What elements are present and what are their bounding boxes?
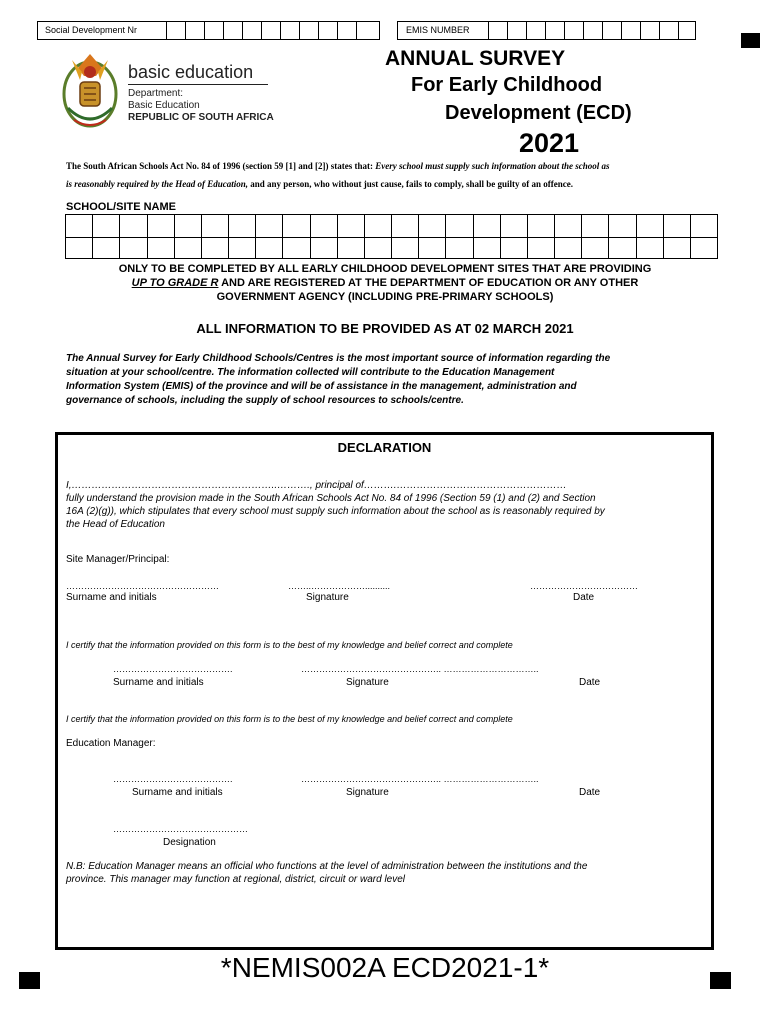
title-development: Development (ECD) xyxy=(445,102,632,124)
designation-label: Designation xyxy=(163,837,216,848)
act-text-a: The South African Schools Act No. 84 of 1996 (section 59 [1] and [2]) states that: xyxy=(66,161,376,171)
social-dev-number-box[interactable] xyxy=(37,21,380,40)
dept-line1: Department: xyxy=(128,88,184,99)
site-manager-signature-line[interactable]: ……..……………….......... xyxy=(288,581,391,591)
brand-underline xyxy=(128,84,268,85)
act-statement-line2 xyxy=(66,179,573,189)
nb-line2: province. This manager may function at regional, district, circuit or ward level xyxy=(66,874,406,885)
edu-manager-signature-date-line[interactable]: ……………………………………….. ………………………….. xyxy=(301,774,539,784)
site-manager-surname-label: Surname and initials xyxy=(66,592,157,603)
title-annual-survey: ANNUAL SURVEY xyxy=(385,47,566,70)
dept-line2: Basic Education xyxy=(128,100,200,111)
declaration-box xyxy=(55,432,714,950)
dept-line3: REPUBLIC OF SOUTH AFRICA xyxy=(128,112,274,123)
edu-manager-date-label: Date xyxy=(579,787,601,798)
edu-manager-signature-label: Signature xyxy=(346,787,389,798)
certify-statement-1: I certify that the information provided on this form is to the best of my knowledge and belief correct and complete xyxy=(66,640,513,650)
social-dev-label: Social Development Nr xyxy=(45,25,138,35)
site-manager-signature-label: Signature xyxy=(306,592,349,603)
emis-number-box[interactable] xyxy=(397,21,696,40)
act-statement-line1 xyxy=(66,161,610,171)
intro-paragraph xyxy=(66,352,610,408)
notice-block xyxy=(55,262,715,304)
brand-basic-education: basic education xyxy=(128,62,254,82)
intro-line1: The Annual Survey for Early Childhood Schools/Centres is the most important source of information regarding the xyxy=(66,353,611,364)
certify1-signature-label: Signature xyxy=(346,677,389,688)
certify1-date-label: Date xyxy=(579,677,601,688)
title-early-childhood: For Early Childhood xyxy=(411,74,603,96)
site-manager-label: Site Manager/Principal: xyxy=(66,554,170,565)
act-line2-b: and any person, who without just cause, fails to comply, shall be guilty of an offence. xyxy=(248,179,574,189)
certify1-surname-label: Surname and initials xyxy=(113,677,204,688)
declaration-text-line2: fully understand the provision made in the South African Schools Act No. 84 of 1996 (Section 59 (1) and (2) and Section xyxy=(66,493,596,504)
as-at-heading: ALL INFORMATION TO BE PROVIDED AS AT 02 MARCH 2021 xyxy=(196,321,574,336)
school-name-grid[interactable] xyxy=(65,214,718,259)
edu-manager-surname-label: Surname and initials xyxy=(132,787,223,798)
edu-manager-surname-line[interactable]: …………………………………. xyxy=(113,774,233,784)
notice-line1: ONLY TO BE COMPLETED BY ALL EARLY CHILDHOOD DEVELOPMENT SITES THAT ARE PROVIDING xyxy=(118,263,652,275)
intro-line2: situation at your school/centre. The information collected will contribute to the Education Management xyxy=(66,367,555,378)
certify-statement-2: I certify that the information provided on this form is to the best of my knowledge and belief correct and complete xyxy=(66,714,513,724)
intro-line3: Information System (EMIS) of the province and will be of assistance in the management, administration and xyxy=(66,381,577,392)
intro-line4: governance of schools, including the supply of school resources to schools/centre. xyxy=(66,395,464,406)
act-line2-a: is reasonably required by the Head of Education, xyxy=(66,179,248,189)
notice-grade-r: UP TO GRADE R xyxy=(131,277,219,289)
site-manager-date-label: Date xyxy=(573,592,595,603)
declaration-heading: DECLARATION xyxy=(337,440,432,455)
notice-line2-rest: AND ARE REGISTERED AT THE DEPARTMENT OF EDUCATION OR ANY OTHER xyxy=(218,277,639,289)
site-manager-date-line[interactable]: ……………………………… xyxy=(530,581,638,591)
title-year: 2021 xyxy=(519,128,580,158)
declaration-principal-line[interactable]: I,……………………………………………………..………., principal of……….…………………………………………… xyxy=(66,480,567,491)
notice-line3: GOVERNMENT AGENCY (INCLUDING PRE-PRIMARY SCHOOLS) xyxy=(216,291,554,303)
coat-of-arms-logo xyxy=(58,50,122,132)
school-name-label: SCHOOL/SITE NAME xyxy=(66,201,177,213)
declaration-text-line3: 16A (2)(g)), which stipulates that every school must supply such information about the school as is reasonably required by xyxy=(66,506,605,517)
nb-line1: N.B: Education Manager means an official who functions at the level of administration between the institutions and the xyxy=(66,861,588,872)
education-manager-label: Education Manager: xyxy=(66,738,156,749)
act-text-b: Every school must supply such information about the school as xyxy=(375,161,610,171)
certify1-surname-line[interactable]: …………………………………. xyxy=(113,664,233,674)
notice-line2 xyxy=(55,276,715,290)
emis-label: EMIS NUMBER xyxy=(406,25,470,35)
site-manager-surname-line[interactable]: …………………………………………… xyxy=(66,581,219,591)
emis-cells xyxy=(488,22,697,39)
social-dev-cells xyxy=(166,22,375,39)
certify1-signature-date-line[interactable]: ……………………………………….. ………………………….. xyxy=(301,664,539,674)
designation-line[interactable]: ……………………………………… xyxy=(113,824,248,834)
declaration-text-line4: the Head of Education xyxy=(66,519,165,530)
registration-mark-top-right xyxy=(741,33,760,48)
form-barcode-text: *NEMIS002A ECD2021-1* xyxy=(220,952,550,983)
